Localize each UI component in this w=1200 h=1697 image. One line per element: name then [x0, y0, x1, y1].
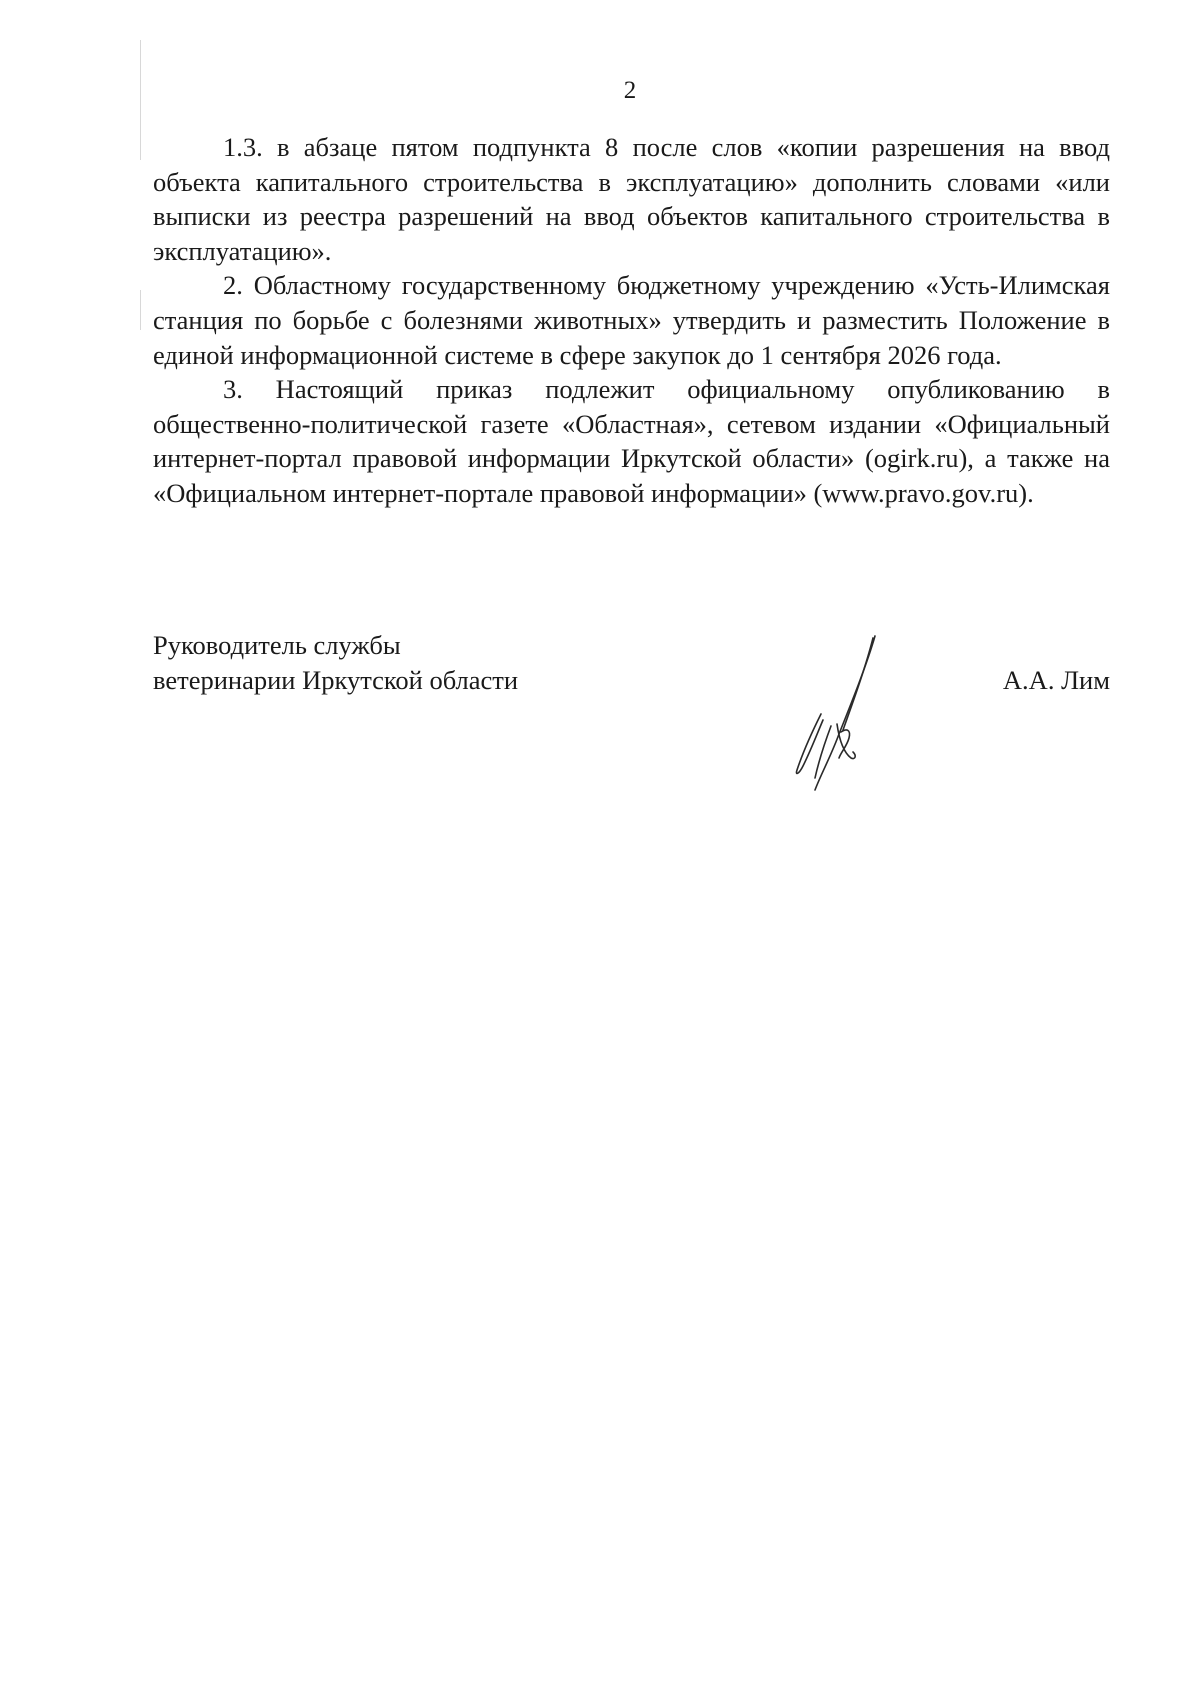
scan-edge-mark [140, 290, 141, 330]
paragraph-3: 3. Настоящий приказ подлежит официальному опубликованию в общественно-политической газете «Областная», сетевом издании «Официальный интернет-портал правовой информации Иркутской области» (ogirk.ru), а также на «Официальном интернет-портале правовой информации» (www.pravo.gov.ru). [153, 374, 1110, 508]
signature-block [153, 628, 1110, 788]
signatory-position-line-2: ветеринарии Иркутской области [153, 664, 519, 695]
signatory-position-line-1: Руководитель службы [153, 630, 401, 660]
document-body [153, 130, 1110, 511]
paragraph-1-3: 1.3. в абзаце пятом подпункта 8 после слов «копии разрешения на ввод объекта капитального строительства в эксплуатацию» дополнить словами «или выписки из реестра разрешений на ввод объектов капитального строительства в эксплуатацию». [153, 132, 1110, 266]
page-number: 2 [623, 77, 637, 104]
signatory-name: А.А. Лим [1002, 664, 1110, 695]
handwritten-signature [781, 634, 881, 794]
signatory-position [153, 628, 518, 697]
paragraph-2: 2. Областному государственному бюджетному учреждению «Усть-Илимская станция по борьбе с болезнями животных» утвердить и разместить Положение в единой информационной системе в сфере закупок до 1 сентября 2026 года. [153, 270, 1110, 370]
